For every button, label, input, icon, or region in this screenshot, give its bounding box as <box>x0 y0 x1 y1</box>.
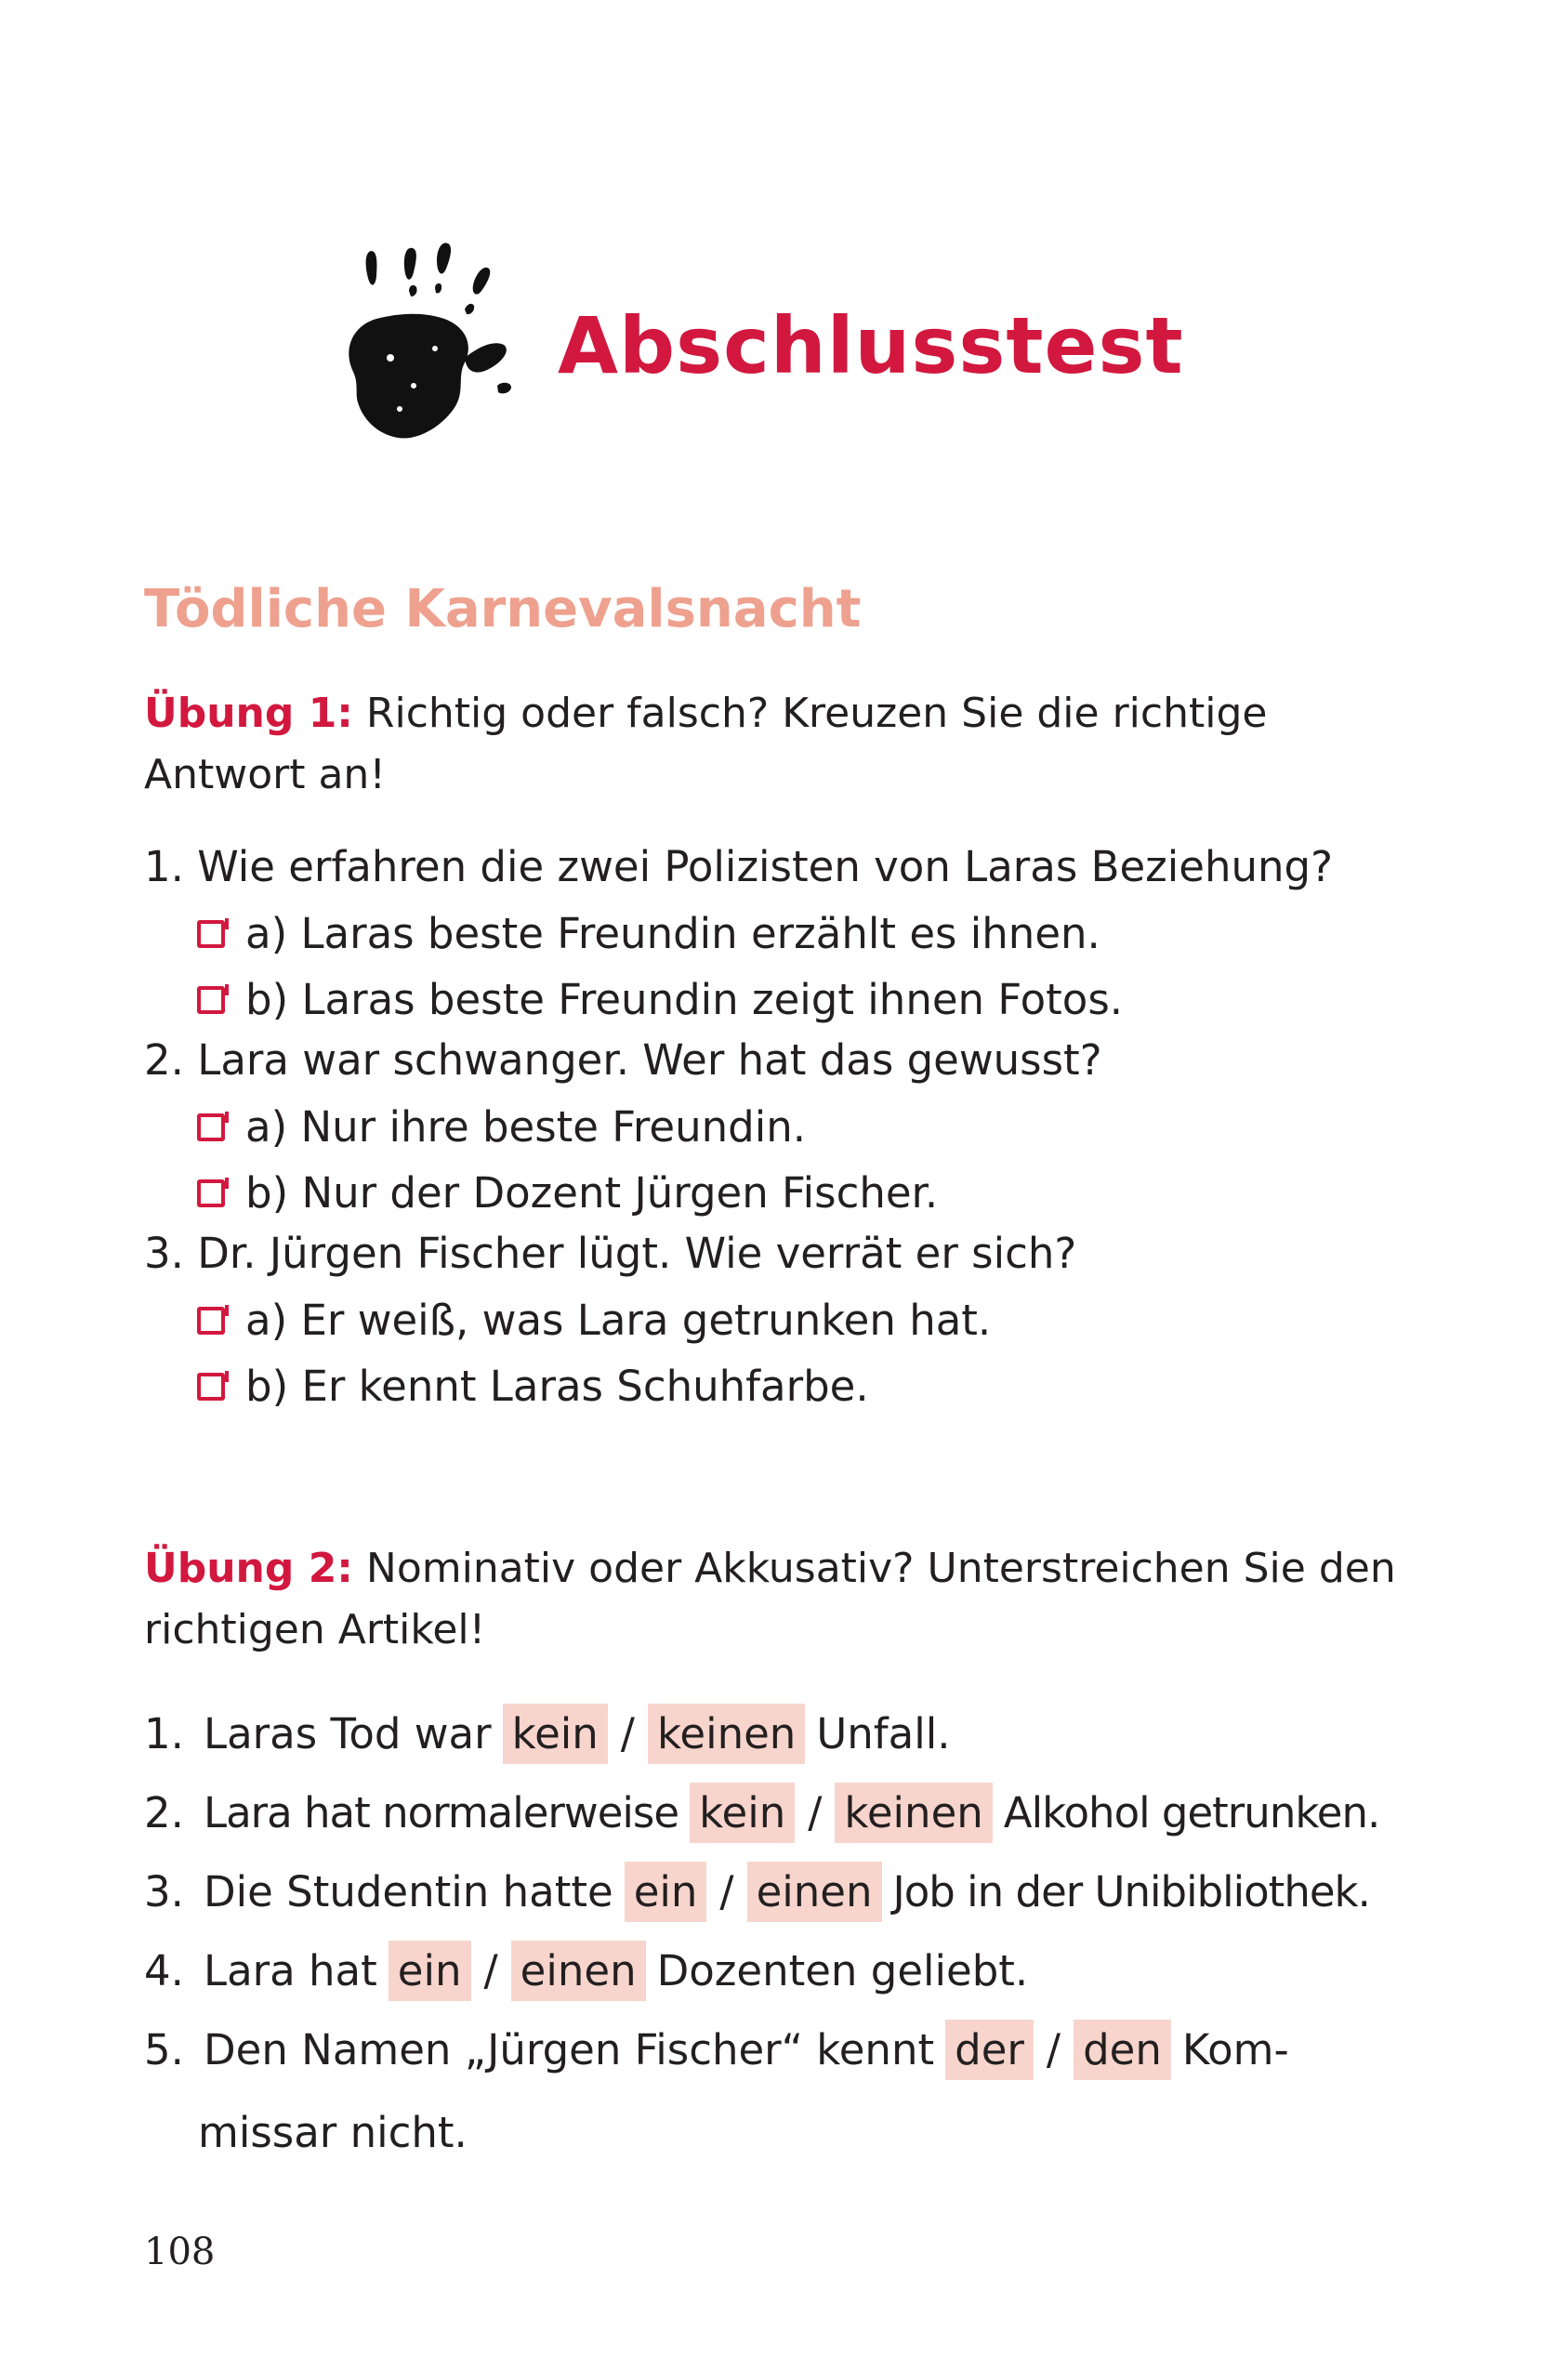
option-letter: b) <box>245 1362 289 1411</box>
sentence-number: 4. <box>144 1946 184 1995</box>
separator: / <box>1046 2025 1061 2074</box>
page-number: 108 <box>144 2231 216 2273</box>
question-3 <box>144 1229 1077 1278</box>
checkbox-icon[interactable] <box>197 920 225 948</box>
exercise-2-instruction: Nominativ oder Akkusativ? Unterstreichen Sie den richtigen Artikel! <box>144 1545 1396 1653</box>
page-title: Abschlusstest <box>558 300 1184 391</box>
question-3-option-a[interactable] <box>197 1296 992 1345</box>
option-letter: a) <box>245 909 288 958</box>
question-number: 1. <box>144 842 184 891</box>
handprint-icon <box>325 209 558 446</box>
sentence-number: 5. <box>144 2025 184 2074</box>
option-text: Er weiß, was Lara getrunken hat. <box>300 1296 992 1345</box>
exercise-1-label: Übung 1: <box>144 690 353 737</box>
sentence-after: Job in der Unibibliothek. <box>892 1867 1370 1916</box>
article-option-2[interactable]: einen <box>511 1941 646 2001</box>
sentence-before: Den Namen „Jürgen Fischer“ kennt <box>204 2025 935 2074</box>
separator: / <box>808 1788 823 1837</box>
checkbox-icon[interactable] <box>197 1373 225 1401</box>
option-text: Laras beste Freundin erzählt es ihnen. <box>300 909 1100 958</box>
sentence-before: Lara hat normalerweise <box>204 1788 679 1837</box>
question-2-option-b[interactable] <box>197 1168 939 1218</box>
sentence-after: Dozenten geliebt. <box>656 1946 1029 1995</box>
sentence-after: Kom- <box>1181 2025 1289 2074</box>
option-text: Er kennt Laras Schuhfarbe. <box>301 1362 869 1411</box>
question-2 <box>144 1035 1102 1085</box>
question-number: 3. <box>144 1229 184 1278</box>
story-title: Tödliche Karnevalsnacht <box>144 579 862 639</box>
article-option-1[interactable]: kein <box>690 1783 795 1843</box>
article-option-1[interactable]: der <box>945 2020 1034 2080</box>
sentence-before: Laras Tod war <box>204 1709 492 1758</box>
question-1-option-a[interactable] <box>197 909 1100 958</box>
separator: / <box>719 1867 734 1916</box>
sentence-4 <box>144 1941 1034 2001</box>
checkbox-icon[interactable] <box>197 1307 225 1335</box>
article-option-1[interactable]: ein <box>389 1941 471 2001</box>
sentence-3 <box>144 1862 1376 1922</box>
option-letter: b) <box>245 975 289 1024</box>
option-letter: a) <box>245 1102 288 1152</box>
option-text: Laras beste Freundin zeigt ihnen Fotos. <box>301 975 1124 1024</box>
article-option-2[interactable]: den <box>1074 2020 1171 2080</box>
question-text: Dr. Jürgen Fischer lügt. Wie verrät er sich? <box>197 1229 1077 1278</box>
question-number: 2. <box>144 1035 184 1085</box>
sentence-1 <box>144 1704 956 1764</box>
separator: / <box>620 1709 635 1758</box>
sentence-after: Alkohol getrunken. <box>1003 1788 1380 1837</box>
option-letter: b) <box>245 1168 289 1218</box>
separator: / <box>483 1946 498 1995</box>
sentence-before: Die Studentin hatte <box>204 1867 613 1916</box>
sentence-2 <box>144 1783 1385 1843</box>
question-3-option-b[interactable] <box>197 1362 869 1411</box>
article-option-1[interactable]: kein <box>503 1704 608 1764</box>
exercise-1-heading <box>144 683 1352 806</box>
sentence-number: 1. <box>144 1709 184 1758</box>
checkbox-icon[interactable] <box>197 1179 225 1207</box>
article-option-2[interactable]: keinen <box>835 1783 992 1843</box>
article-option-2[interactable]: einen <box>747 1862 882 1922</box>
exercise-2-heading <box>144 1538 1408 1661</box>
checkbox-icon[interactable] <box>197 986 225 1014</box>
sentence-after: Unfall. <box>816 1709 951 1758</box>
option-letter: a) <box>245 1296 288 1345</box>
sentence-5 <box>144 2020 1295 2080</box>
sentence-number: 3. <box>144 1867 184 1916</box>
article-option-1[interactable]: ein <box>625 1862 707 1922</box>
sentence-before: Lara hat <box>204 1946 377 1995</box>
sentence-number: 2. <box>144 1788 184 1837</box>
option-text: Nur ihre beste Freundin. <box>300 1102 807 1152</box>
sentence-5-continuation: missar nicht. <box>198 2108 468 2157</box>
question-2-option-a[interactable] <box>197 1102 807 1152</box>
question-text: Lara war schwanger. Wer hat das gewusst? <box>197 1035 1102 1085</box>
question-text: Wie erfahren die zwei Polizisten von Laras Beziehung? <box>197 842 1333 891</box>
article-option-2[interactable]: keinen <box>648 1704 805 1764</box>
checkbox-icon[interactable] <box>197 1113 225 1141</box>
option-text: Nur der Dozent Jürgen Fischer. <box>301 1168 939 1218</box>
question-1-option-b[interactable] <box>197 975 1124 1024</box>
exercise-1-instruction: Richtig oder falsch? Kreuzen Sie die richtige Antwort an! <box>144 690 1268 798</box>
question-1 <box>144 842 1333 891</box>
exercise-2-label: Übung 2: <box>144 1545 353 1592</box>
